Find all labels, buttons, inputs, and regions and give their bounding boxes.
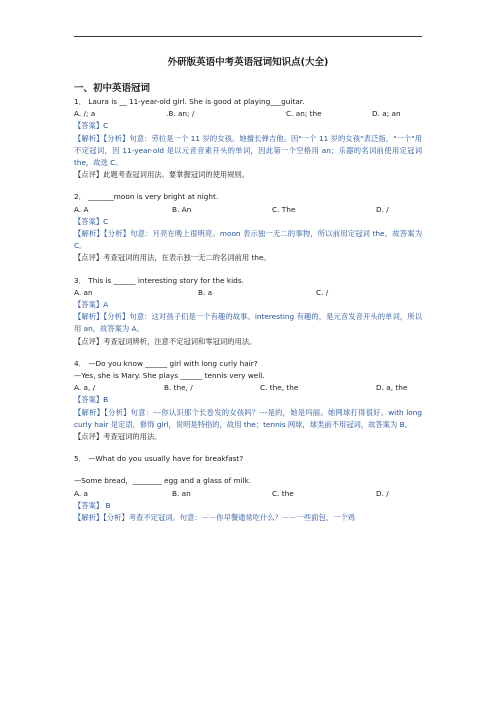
header-rule [74,36,422,37]
comment-text: 【点评】此题考查冠词用法。要掌握冠词的使用规则。 [74,170,250,180]
answer-line: 【答案】C [74,216,109,226]
option: C. / [316,287,329,297]
analysis-text: 【解析】【分析】句意：劳拉是一个 11 岁的女孩。她擅长弹吉他。因"一个 11 岁的女孩"表泛指，"一个"用不定冠词，因 11-year-old 是以元音音素开头的单词，因此第一个空格用 an；乐器的名词前使用定冠词 the，故选 C。 [74,133,422,168]
comment-text: 【点评】考查冠词辨析，注意不定冠词和零冠词的用法。 [74,336,257,346]
option: D. / [376,204,389,214]
answer-line: 【答案】B [74,395,109,405]
options-row [74,108,422,120]
answer-line: 【答案】C [74,121,109,131]
option: A. A [74,204,89,214]
answer-line: 【答案】 B [74,500,111,510]
question-stem-reply: —Some bread，________ egg and a glass of milk. [74,476,252,486]
analysis-text: 【解析】【分析】句意：这对孩子们是一个有趣的故事。interesting 有趣的，是元音发音开头的单词，所以用 an，故答案为 A。 [74,312,422,334]
options-row [74,488,422,500]
question-stem: 5． —What do you usually have for breakfast? [74,454,244,464]
question-2 [74,191,422,264]
options-row [74,204,422,216]
question-1 [74,96,422,181]
question-stem: 1． Laura is __ 11-year-old girl. She is good at playing___guitar. [74,97,305,106]
option: B. a [198,287,213,297]
answer-line: 【答案】A [74,300,109,310]
comment-text: 【点评】考查冠词的用法。 [74,432,162,442]
question-3 [74,275,422,348]
option: D. a, the [376,383,408,393]
analysis-text: 【解析】【分析】句意：月亮在晚上很明亮。moon 表示独一无二的事物，所以前用定冠词 the，故答案为 C。 [74,229,422,251]
option: A. /; a [74,109,96,119]
option: A. a [74,488,88,498]
question-list [74,96,422,524]
option: B. the, / [164,383,193,393]
question-stem: 3． This is ______ interesting story for the kids. [74,275,244,285]
question-stem: 4． —Do you know ______ girl with long curly hair? [74,358,258,368]
option: C. an; the [286,109,322,119]
question-stem-reply: —Yes, she is Mary. She plays ______ tennis very well. [74,371,265,381]
analysis-text: 【解析】【分析】句意：---你认识那个长卷发的女孩吗？---是的，她是玛丽。她网球打得很好。with long curly hair 是定语，修饰 girl，说明是特指的，故用 the；tennis 网球，球类前不用冠词，故答案为 B。 [74,407,422,429]
option: C. the [272,488,294,498]
question-stem: 2． _______moon is very bright at night. [74,192,219,202]
section-heading: 一、初中英语冠词 [74,83,151,94]
option: D. a; an [372,109,401,119]
option: A. a, / [74,383,96,393]
option: C. the, the [260,383,299,393]
option: .B. an; / [166,109,195,119]
question-4 [74,358,422,443]
page-title: 外研版英语中考英语冠词知识点(大全) [167,57,329,68]
options-row [74,382,422,394]
options-row [74,287,422,299]
analysis-text: 【解析】【分析】考查不定冠词。句意：－－你早餐通常吃什么？－－一些面包、一个鸡 [74,513,355,523]
option: D. / [376,488,389,498]
option: A. an [74,287,93,297]
option: C. The [272,204,296,214]
option: B. An [172,204,192,214]
option: B. an [172,488,191,498]
comment-text: 【点评】考查冠词的用法，在表示独一无二的名词前用 the。 [74,253,271,263]
question-5 [74,453,422,524]
